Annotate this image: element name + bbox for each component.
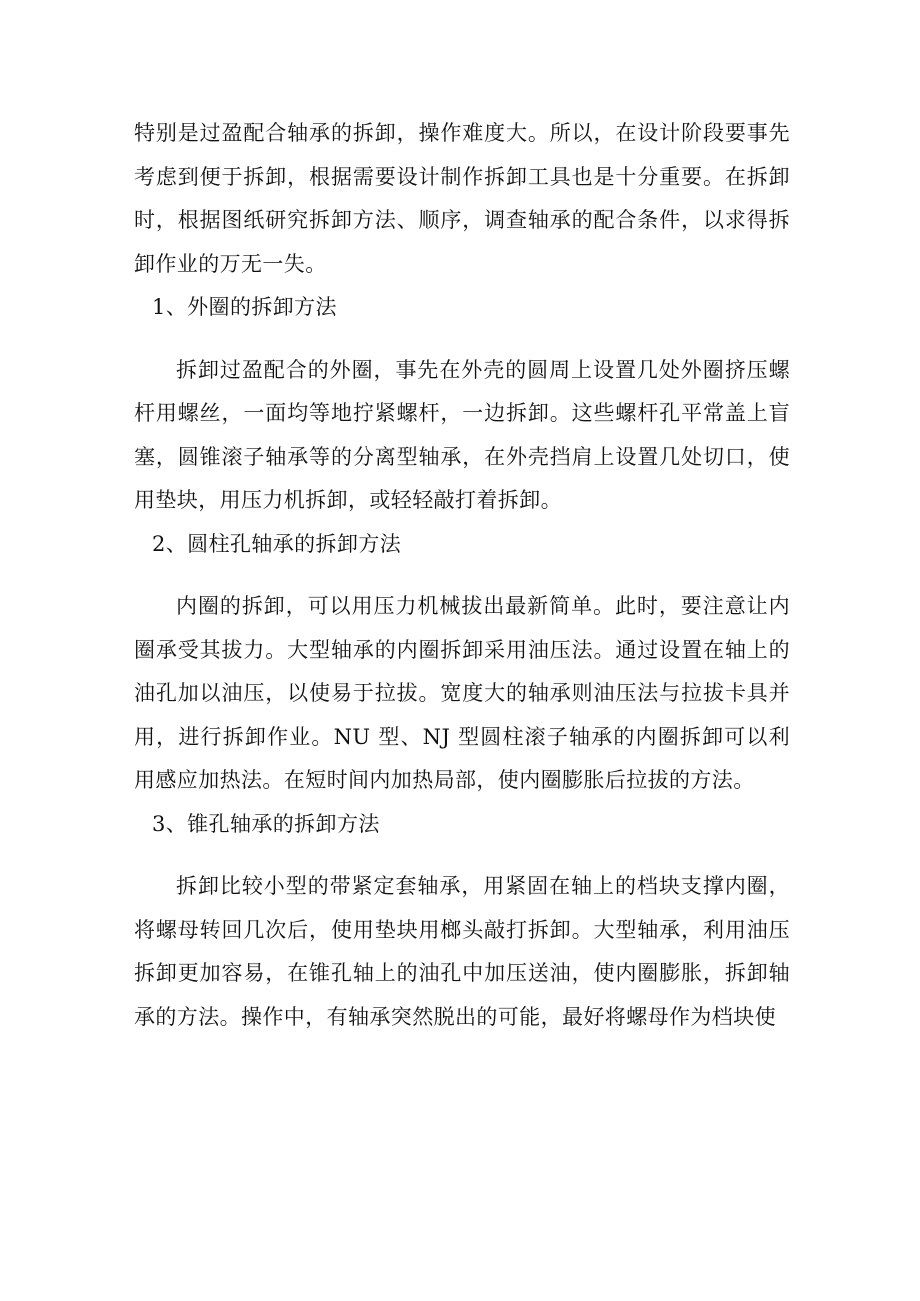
section-body-outer-ring: 拆卸过盈配合的外圈，事先在外壳的圆周上设置几处外圈挤压螺杆用螺丝，一面均等地拧紧螺杆，一边拆卸。这些螺杆孔平常盖上盲塞，圆锥滚子轴承等的分离型轴承，在外壳挡肩上设置几处切口，使用垫块，用压力机拆卸，或轻轻敲打着拆卸。 xyxy=(134,357,790,512)
spacer xyxy=(134,566,790,585)
spacer xyxy=(134,330,790,349)
section-body-cylindrical-bore: 内圈的拆卸，可以用压力机械拔出最新简单。此时，要注意让内圈承受其拔力。大型轴承的内圈拆卸采用油压法。通过设置在轴上的油孔加以油压，以使易于拉拔。宽度大的轴承则油压法与拉拔卡具并用，进行拆卸作业。NU 型、NJ 型圆柱滚子轴承的内圈拆卸可以利用感应加热法。在短时间内加热局部，使内圈膨胀后拉拔的方法。 xyxy=(134,594,790,792)
section-heading-cylindrical-bore: 2、圆柱孔轴承的拆卸方法 xyxy=(152,531,402,556)
section-heading-outer-ring: 1、外圈的拆卸方法 xyxy=(152,295,337,319)
spacer xyxy=(134,846,790,865)
section-body-tapered-bore: 拆卸比较小型的带紧定套轴承，用紧固在轴上的档块支撑内圈，将螺母转回几次后，使用垫块用榔头敲打拆卸。大型轴承，利用油压拆卸更加容易，在锥孔轴上的油孔中加压送油，使内圈膨胀，拆卸轴承的方法。操作中，有轴承突然脱出的可能，最好将螺母作为档块使 xyxy=(134,874,790,1029)
section-heading-tapered-bore: 3、锥孔轴承的拆卸方法 xyxy=(152,811,380,836)
document-body xyxy=(134,112,790,1039)
intro-paragraph: 特别是过盈配合轴承的拆卸，操作难度大。所以，在设计阶段要事先考虑到便于拆卸，根据需要设计制作拆卸工具也是十分重要。在拆卸时，根据图纸研究拆卸方法、顺序，调查轴承的配合条件，以求得拆卸作业的万无一失。 xyxy=(134,121,790,276)
